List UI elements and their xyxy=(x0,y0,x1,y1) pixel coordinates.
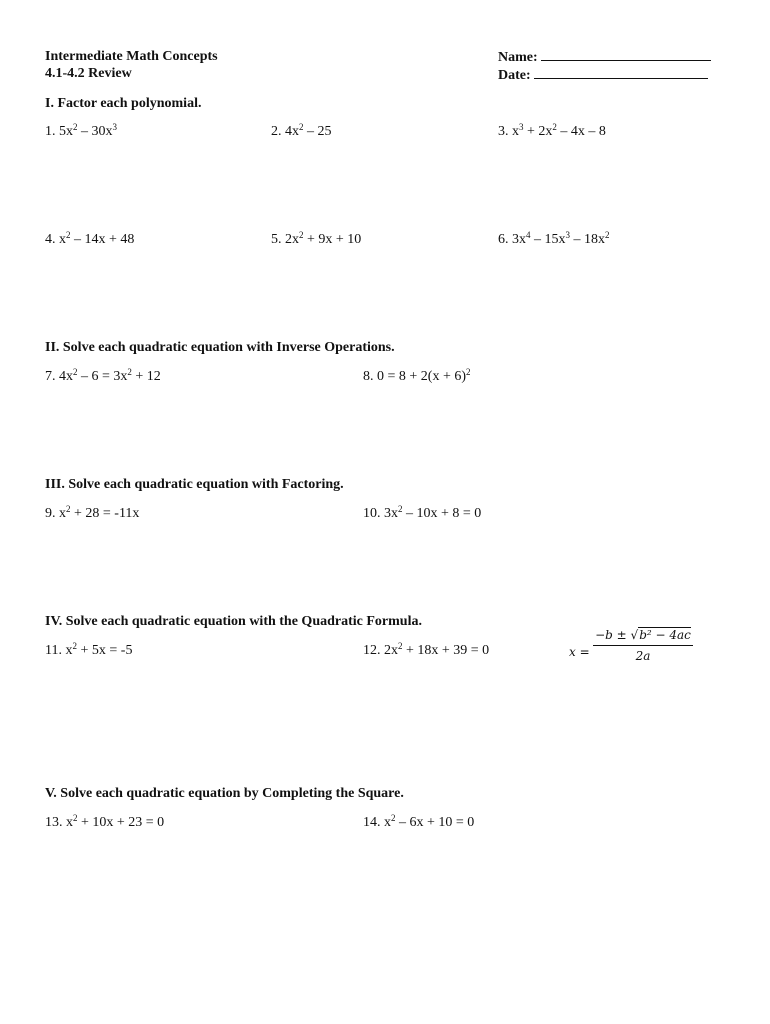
date-label: Date: xyxy=(498,68,531,83)
name-date-block xyxy=(498,48,711,84)
formula-radicand: b² − 4ac xyxy=(639,628,691,642)
course-name: Intermediate Math Concepts xyxy=(45,49,218,64)
section-4-heading: IV. Solve each quadratic equation with the Quadratic Formula. xyxy=(45,614,422,629)
problem-13: 13. $x^2 + 10x + 23 = 0$ xyxy=(45,813,165,830)
section-3-heading: III. Solve each quadratic equation with Factoring. xyxy=(45,477,344,492)
problem-10: 10. $3x^2 - 10x + 8 = 0$ xyxy=(363,504,482,521)
sqrt-icon: √ xyxy=(630,628,639,642)
name-blank[interactable] xyxy=(541,48,711,61)
date-line[interactable] xyxy=(498,66,711,84)
formula-denominator: 2a xyxy=(635,649,651,663)
problem-6: 6. $3x^4 - 15x^3 - 18x^2$ xyxy=(498,230,610,247)
section-2-heading: II. Solve each quadratic equation with Inverse Operations. xyxy=(45,340,395,355)
problem-2: 2. $4x^2 - 25$ xyxy=(271,122,332,139)
problem-12: 12. $2x^2 + 18x + 39 = 0$ xyxy=(363,641,490,658)
problem-8: 8. $0 = 8 + 2(x + 6)^2$ xyxy=(363,367,471,384)
problem-4: 4. $x^2 - 14x + 48$ xyxy=(45,230,135,247)
name-line[interactable] xyxy=(498,48,711,66)
formula-numerator-start: −b ± xyxy=(595,628,631,642)
formula-fraction xyxy=(593,628,693,663)
date-blank[interactable] xyxy=(534,66,708,79)
problem-5: 5. $2x^2 + 9x + 10$ xyxy=(271,230,362,247)
section-1-heading: I. Factor each polynomial. xyxy=(45,96,202,111)
name-label: Name: xyxy=(498,50,538,65)
problem-9: 9. $x^2 + 28 = -11x$ xyxy=(45,504,140,521)
formula-lhs: x = xyxy=(569,645,590,659)
problem-3: 3. $x^3 + 2x^2 - 4x - 8$ xyxy=(498,122,606,139)
problem-14: 14. $x^2 - 6x + 10 = 0$ xyxy=(363,813,475,830)
problem-11: 11. $x^2 + 5x = -5$ xyxy=(45,641,133,658)
section-5-heading: V. Solve each quadratic equation by Completing the Square. xyxy=(45,786,404,801)
unit-title: 4.1-4.2 Review xyxy=(45,66,132,81)
problem-7: 7. $4x^2 - 6 = 3x^2 + 12$ xyxy=(45,367,161,384)
course-title xyxy=(45,48,218,82)
problem-1: 1. $5x^2 - 30x^3$ xyxy=(45,122,117,139)
formula-numerator xyxy=(593,628,693,646)
